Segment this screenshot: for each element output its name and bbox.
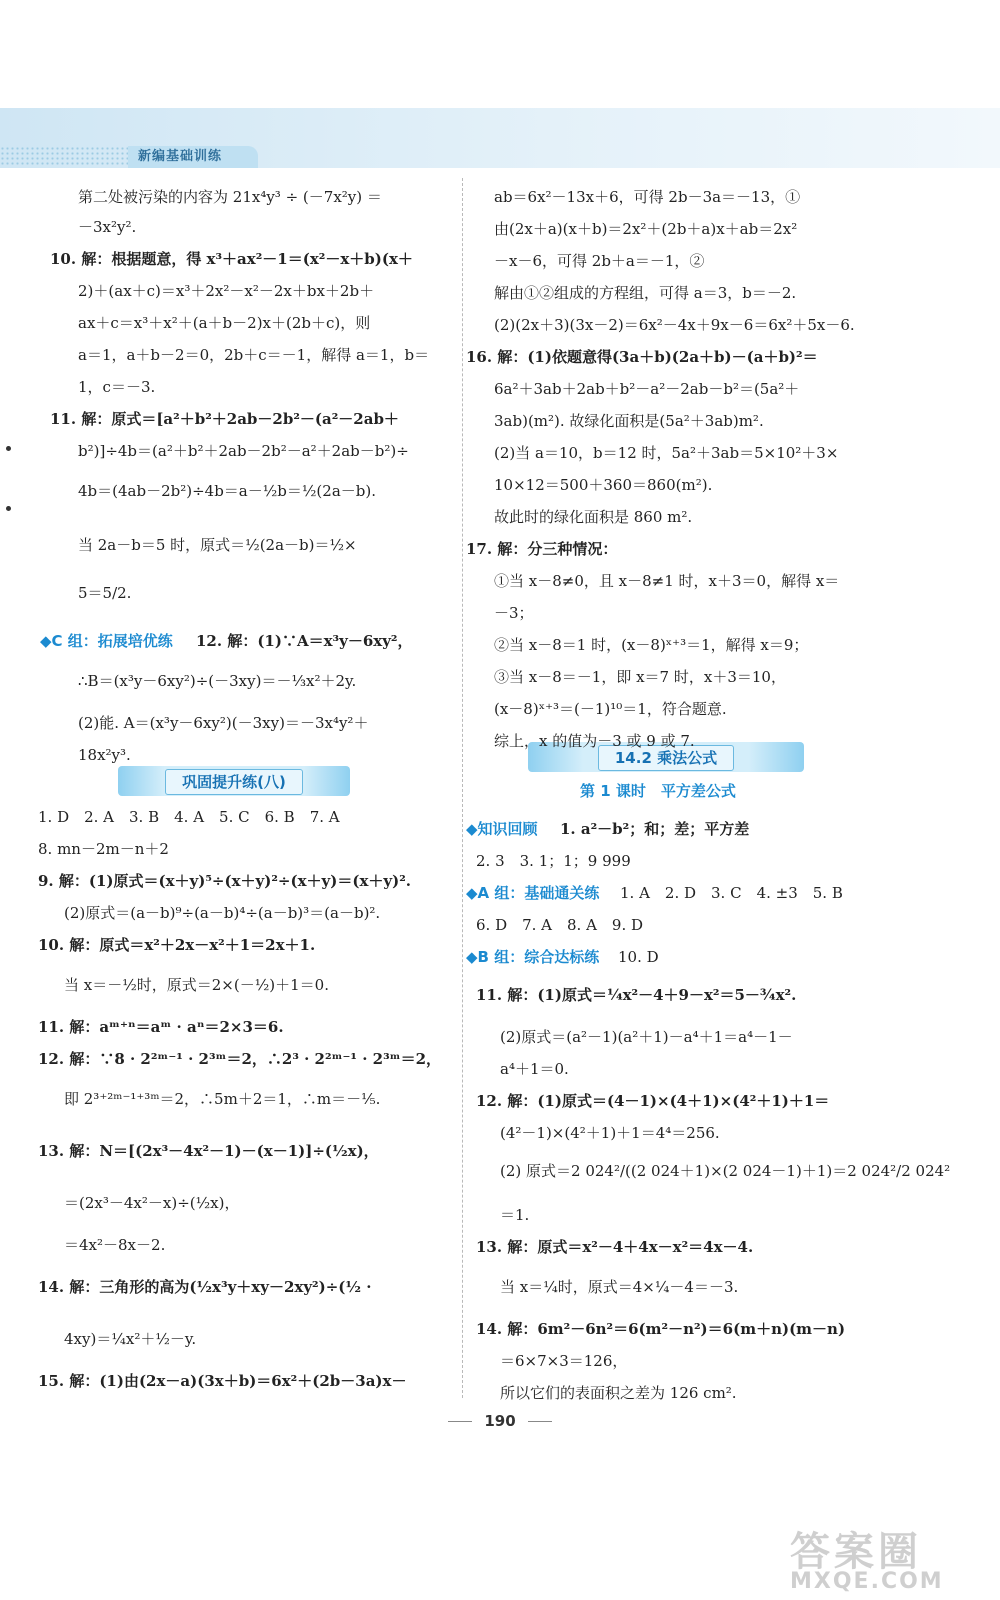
answer-line: 11. 解：aᵐ⁺ⁿ＝aᵐ · aⁿ＝2×3＝6.: [38, 1018, 284, 1036]
answer-line: 11. 解：原式＝[a²＋b²＋2ab－2b²－(a²－2ab＋: [50, 410, 399, 428]
answer-line: (2)原式＝(a－b)⁹÷(a－b)⁴÷(a－b)³＝(a－b)².: [64, 904, 381, 922]
answer-line: (4²－1)×(4²＋1)＋1＝4⁴＝256.: [500, 1124, 720, 1142]
answer-line: ∴B＝(x³y－6xy²)÷(－3xy)＝－⅓x²＋2y.: [78, 672, 357, 690]
answer-line: 10×12＝500＋360＝860(m²).: [494, 476, 713, 494]
section-label: ◆B 组：综合达标练: [466, 948, 600, 966]
answer-line: 8. mn－2m－n＋2: [38, 840, 169, 858]
answer-line: 第二处被污染的内容为 21x⁴y³ ÷ (－7x²y) ＝: [78, 188, 382, 206]
answer-line: 1，c＝－3.: [78, 378, 156, 396]
answer-line: 11. 解：(1)原式＝¼x²－4＋9－x²＝5－¾x².: [476, 986, 797, 1004]
answer-line: (2) 原式＝2 024²/((2 024＋1)×(2 024－1)＋1)＝2 024²/2 024²: [500, 1162, 951, 1180]
margin-dot: [6, 446, 11, 451]
answer-line: 故此时的绿化面积是 860 m².: [494, 508, 693, 526]
answer-line: 当 x＝－½时，原式＝2×(－½)＋1＝0.: [64, 976, 329, 994]
answer-line: 综上，x 的值为－3 或 9 或 7.: [494, 732, 695, 750]
page-number: 190: [0, 1412, 1000, 1430]
answer-line: 18x²y³.: [78, 746, 131, 764]
answer-line: 6a²＋3ab＋2ab＋b²－a²－2ab－b²＝(5a²＋: [494, 380, 800, 398]
answer-line: －x－6，可得 2b＋a＝－1，②: [494, 252, 705, 270]
answer-line: 由(2x＋a)(x＋b)＝2x²＋(2b＋a)x＋ab＝2x²: [494, 220, 798, 238]
answer-line: 12. 解：(1)原式＝(4－1)×(4＋1)×(4²＋1)＋1＝: [476, 1092, 830, 1110]
answer-line: 10. 解：原式＝x²＋2x－x²＋1＝2x＋1.: [38, 936, 316, 954]
answer-line: (2)原式＝(a²－1)(a²＋1)－a⁴＋1＝a⁴－1－: [500, 1028, 793, 1046]
watermark: [790, 1520, 970, 1594]
page-header: [0, 108, 1000, 168]
answer-line: 所以它们的表面积之差为 126 cm².: [500, 1384, 737, 1402]
answer-line: a＝1，a＋b－2＝0，2b＋c＝－1，解得 a＝1，b＝: [78, 346, 430, 364]
answer-line: 4xy)＝¼x²＋½－y.: [64, 1330, 197, 1348]
answer-line: a⁴＋1＝0.: [500, 1060, 569, 1078]
answer-line: (2)能. A＝(x³y－6xy²)(－3xy)＝－3x⁴y²＋: [78, 714, 369, 732]
header-label: 新编基础训练: [128, 146, 258, 168]
answer-line: ①当 x－8≠0，且 x－8≠1 时，x＋3＝0，解得 x＝: [494, 572, 840, 590]
section-label: ◆C 组：拓展培优练: [40, 632, 173, 650]
answer-line: 5＝5/2.: [78, 584, 132, 602]
answer-line: 解由①②组成的方程组，可得 a＝3，b＝－2.: [494, 284, 797, 302]
answer-line: 即 2³⁺²ᵐ⁻¹⁺³ᵐ＝2，∴5m＋2＝1，∴m＝－⅕.: [64, 1090, 381, 1108]
header-dot-pattern: [0, 146, 130, 166]
answer-line: ＝1.: [500, 1206, 530, 1224]
answer-line: ab＝6x²－13x＋6，可得 2b－3a＝－13，①: [494, 188, 801, 206]
answer-line: ＝6×7×3＝126，: [500, 1352, 628, 1370]
answer-line: 当 2a－b＝5 时，原式＝½(2a－b)＝½×: [78, 536, 357, 554]
answer-line: (2)(2x＋3)(3x－2)＝6x²－4x＋9x－6＝6x²＋5x－6.: [494, 316, 855, 334]
answer-line: 10. 解：根据题意，得 x³＋ax²－1＝(x²－x＋b)(x＋: [50, 250, 413, 268]
answer-line: 2. 3 3. 1；1；9 999: [476, 852, 631, 870]
answer-line: ＝4x²－8x－2.: [64, 1236, 166, 1254]
answer-line: －3；: [494, 604, 534, 622]
answer-line: 15. 解：(1)由(2x－a)(3x＋b)＝6x²＋(2b－3a)x－: [38, 1372, 407, 1390]
answer-line: 13. 解：N＝[(2x³－4x²－1)－(x－1)]÷(½x)，: [38, 1142, 379, 1160]
answer-line: 1. a²－b²；和；差；平方差: [560, 820, 750, 838]
answer-line: 2)＋(ax＋c)＝x³＋2x²－x²－2x＋bx＋2b＋: [78, 282, 375, 300]
answer-line: 14. 解：三角形的高为(½x³y＋xy－2xy²)÷(½ ·: [38, 1278, 372, 1296]
answer-line: 4b＝(4ab－2b²)÷4b＝a－½b＝½(2a－b).: [78, 482, 376, 500]
answer-line: 12. 解：(1)∵A＝x³y－6xy²，: [196, 632, 413, 650]
answer-line: 16. 解：(1)依题意得(3a＋b)(2a＋b)－(a＋b)²＝: [466, 348, 818, 366]
answer-line: 13. 解：原式＝x²－4＋4x－x²＝4x－4.: [476, 1238, 754, 1256]
answer-line: ②当 x－8＝1 时，(x－8)ˣ⁺³＝1，解得 x＝9；: [494, 636, 809, 654]
answer-line: 1. D 2. A 3. B 4. A 5. C 6. B 7. A: [38, 808, 340, 826]
section-banner-title: 14.2 乘法公式: [598, 745, 734, 771]
section-label: ◆知识回顾: [466, 820, 538, 838]
answer-line: 6. D 7. A 8. A 9. D: [476, 916, 644, 934]
answer-line: 14. 解：6m²－6n²＝6(m²－n²)＝6(m＋n)(m－n): [476, 1320, 846, 1338]
answer-line: 12. 解：∵8 · 2²ᵐ⁻¹ · 2³ᵐ＝2，∴2³ · 2²ᵐ⁻¹ · 2³ᵐ＝2，: [38, 1050, 442, 1068]
answer-line: －3x²y².: [78, 218, 137, 236]
answer-line: 3ab)(m²). 故绿化面积是(5a²＋3ab)m².: [494, 412, 764, 430]
column-divider: [462, 178, 463, 1398]
section-banner-left: [118, 766, 350, 796]
lesson-subtitle: 第 1 课时 平方差公式: [580, 782, 736, 800]
answer-line: 1. A 2. D 3. C 4. ±3 5. B: [620, 884, 843, 902]
margin-dot: [6, 506, 11, 511]
section-label: ◆A 组：基础通关练: [466, 884, 600, 902]
answer-line: ＝(2x³－4x²－x)÷(½x)，: [64, 1194, 240, 1212]
section-banner-title: 巩固提升练(八): [165, 769, 303, 795]
answer-line: ax＋c＝x³＋x²＋(a＋b－2)x＋(2b＋c)，则: [78, 314, 371, 332]
answer-line: (2)当 a＝10，b＝12 时，5a²＋3ab＝5×10²＋3×: [494, 444, 839, 462]
watermark-line1: 答案圈: [790, 1529, 922, 1575]
answer-line: 9. 解：(1)原式＝(x＋y)⁵÷(x＋y)²÷(x＋y)＝(x＋y)².: [38, 872, 411, 890]
answer-line: 17. 解：分三种情况：: [466, 540, 618, 558]
watermark-line2: MXQE.COM: [790, 1569, 944, 1594]
answer-line: (x－8)ˣ⁺³＝(－1)¹⁰＝1，符合题意.: [494, 700, 727, 718]
answer-line: ③当 x－8＝－1，即 x＝7 时，x＋3＝10，: [494, 668, 786, 686]
answer-line: 10. D: [618, 948, 659, 966]
answer-line: 当 x＝¼时，原式＝4×¼－4＝－3.: [500, 1278, 739, 1296]
answer-line: b²)]÷4b＝(a²＋b²＋2ab－2b²－a²＋2ab－b²)÷: [78, 442, 409, 460]
